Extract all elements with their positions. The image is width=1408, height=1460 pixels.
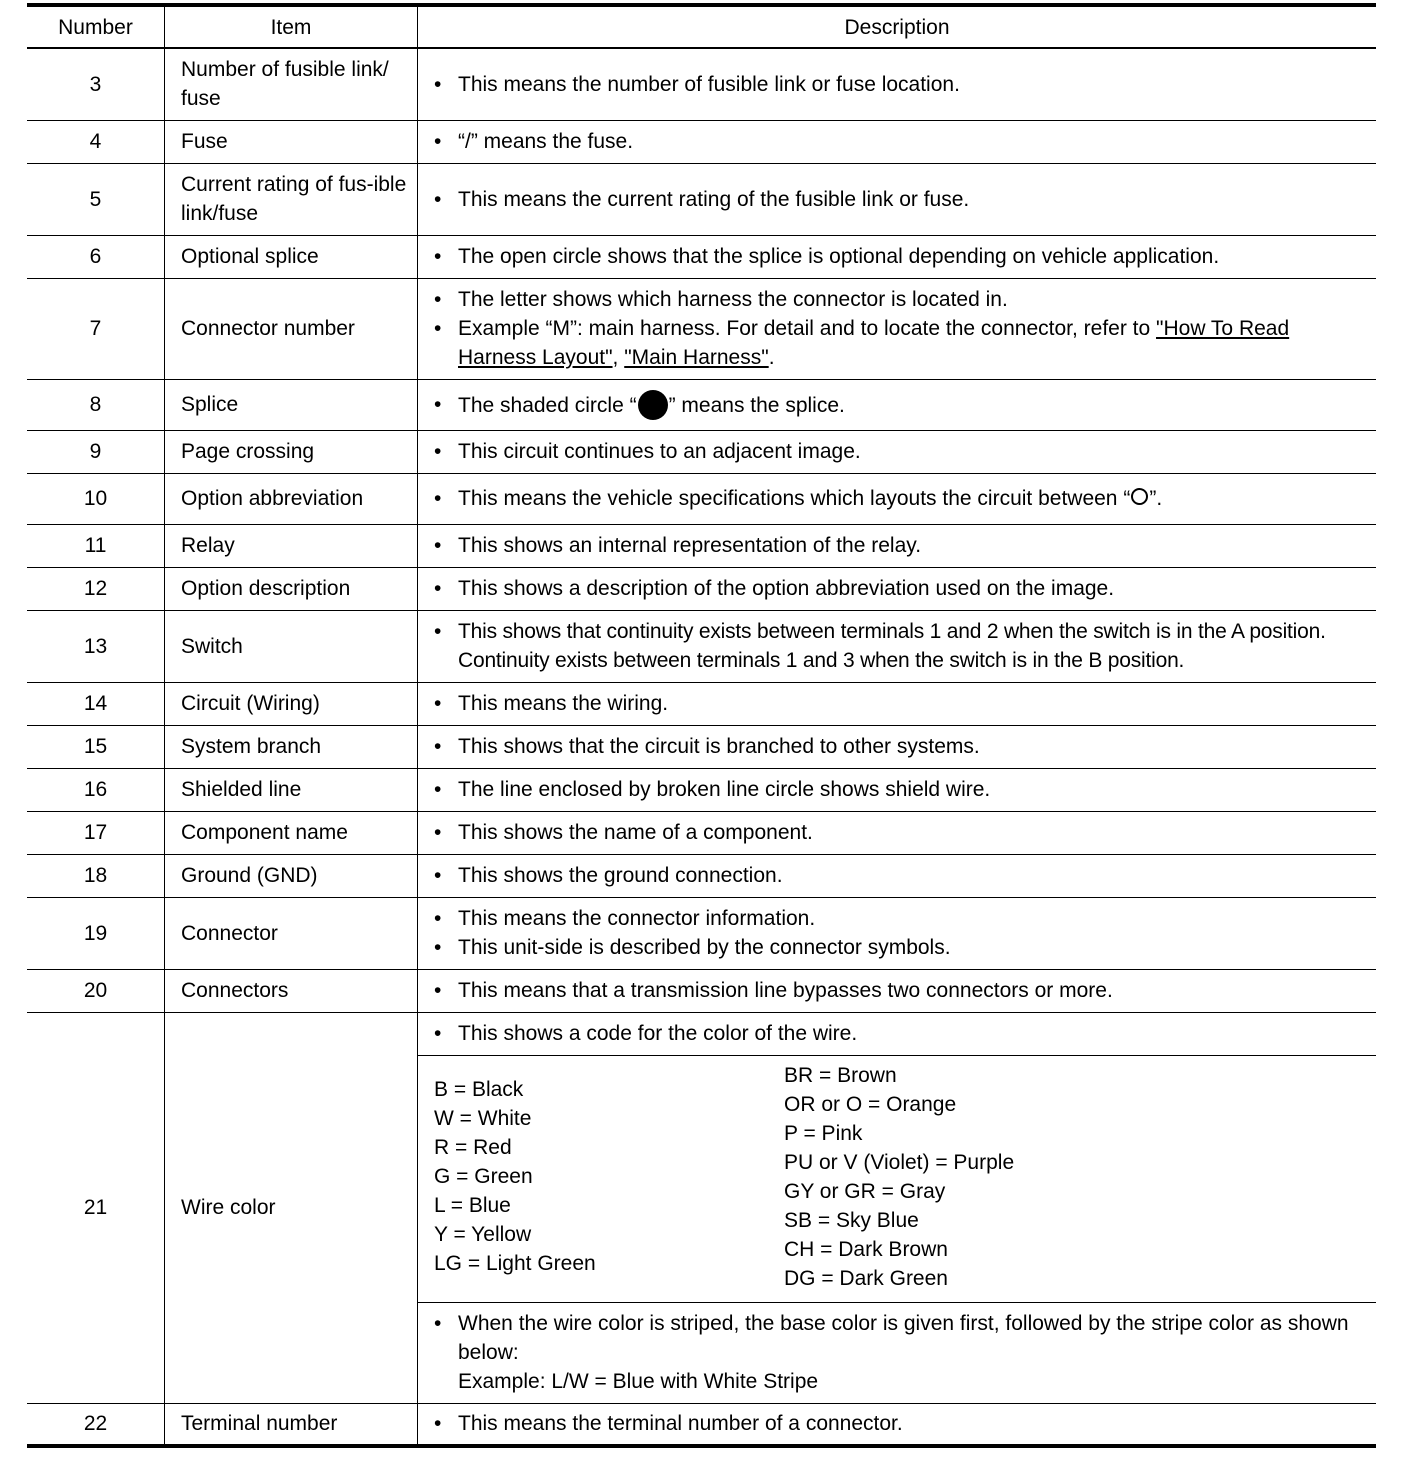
row-number: 12 bbox=[27, 567, 165, 610]
table-row bbox=[27, 430, 1376, 473]
row-description bbox=[418, 524, 1377, 567]
bullet-text: • The letter shows which harness the connector is located in. bbox=[434, 285, 1368, 314]
row-description bbox=[418, 163, 1377, 235]
row-item: Relay bbox=[165, 524, 418, 567]
row-number: 13 bbox=[27, 610, 165, 682]
row-description bbox=[418, 235, 1377, 278]
row-item: Optional splice bbox=[165, 235, 418, 278]
color-code: CH = Dark Brown bbox=[784, 1237, 948, 1261]
row-number: 20 bbox=[27, 969, 165, 1012]
row-number: 16 bbox=[27, 768, 165, 811]
row-description bbox=[418, 682, 1377, 725]
table-row bbox=[27, 725, 1376, 768]
text-post: ”. bbox=[1149, 487, 1163, 510]
row-number: 22 bbox=[27, 1403, 165, 1446]
row-number: 11 bbox=[27, 524, 165, 567]
color-code: P = Pink bbox=[784, 1121, 863, 1145]
table-row bbox=[27, 379, 1376, 430]
row-number: 17 bbox=[27, 811, 165, 854]
row-number: 4 bbox=[27, 120, 165, 163]
table-row bbox=[27, 473, 1376, 524]
text-pre: This means the vehicle specifications which layouts the circuit between “ bbox=[458, 487, 1131, 510]
link-main-harness[interactable]: "Main Harness" bbox=[624, 346, 769, 369]
color-code: DG = Dark Green bbox=[784, 1266, 948, 1290]
bullet-text: • This shows the ground connection. bbox=[434, 861, 1368, 890]
text-post: ” means the splice. bbox=[668, 393, 845, 417]
bullet-text: • This means the terminal number of a connector. bbox=[434, 1409, 1368, 1438]
legend-table bbox=[27, 3, 1376, 1448]
table-row bbox=[27, 524, 1376, 567]
row-description bbox=[418, 1403, 1377, 1446]
link-how-to-read-harness-layout[interactable]: "How To Read Harness Layout" bbox=[458, 317, 1290, 369]
row-description bbox=[418, 278, 1377, 379]
row-number: 8 bbox=[27, 379, 165, 430]
table-row bbox=[27, 235, 1376, 278]
row-item: Switch bbox=[165, 610, 418, 682]
bullet-text: • This shows that continuity exists between terminals 1 and 2 when the switch is in the A position. Continuity exists between terminals 1 and 3 when the switch is in the B position. bbox=[434, 617, 1368, 675]
color-code: Y = Yellow bbox=[434, 1222, 532, 1246]
color-list-right bbox=[784, 1061, 1368, 1293]
table-row bbox=[27, 610, 1376, 682]
bullet-text: • This means the wiring. bbox=[434, 689, 1368, 718]
color-code: PU or V (Violet) = Purple bbox=[784, 1150, 1015, 1174]
open-circle-icon bbox=[1131, 488, 1148, 505]
table-row bbox=[27, 120, 1376, 163]
row-number: 5 bbox=[27, 163, 165, 235]
bullet-text: • This shows the name of a component. bbox=[434, 818, 1368, 847]
bullet-text: • This shows that the circuit is branched to other systems. bbox=[434, 732, 1368, 761]
row-number: 18 bbox=[27, 854, 165, 897]
row-number: 15 bbox=[27, 725, 165, 768]
bullet-text: • This unit-side is described by the connector symbols. bbox=[434, 933, 1368, 962]
row-number: 21 bbox=[27, 1012, 165, 1403]
row-item: System branch bbox=[165, 725, 418, 768]
row-item: Circuit (Wiring) bbox=[165, 682, 418, 725]
color-code: L = Blue bbox=[434, 1193, 511, 1217]
wire-color-codes bbox=[418, 1055, 1377, 1302]
color-code: LG = Light Green bbox=[434, 1251, 596, 1275]
row-item: Wire color bbox=[165, 1012, 418, 1403]
color-code: BR = Brown bbox=[784, 1063, 897, 1087]
row-item: Current rating of fus-ible link/fuse bbox=[165, 163, 418, 235]
row-number: 10 bbox=[27, 473, 165, 524]
row-item: Ground (GND) bbox=[165, 854, 418, 897]
bullet-text: • This shows a code for the color of the wire. bbox=[434, 1019, 1368, 1048]
row-description bbox=[418, 725, 1377, 768]
table-row bbox=[27, 897, 1376, 969]
bullet-text: • “/” means the fuse. bbox=[434, 127, 1368, 156]
row-number: 14 bbox=[27, 682, 165, 725]
header-description: Description bbox=[418, 5, 1377, 48]
color-code: G = Green bbox=[434, 1164, 533, 1188]
row-description bbox=[418, 379, 1377, 430]
bullet-text: • The open circle shows that the splice is optional depending on vehicle application. bbox=[434, 242, 1368, 271]
row-item: Terminal number bbox=[165, 1403, 418, 1446]
table-row bbox=[27, 163, 1376, 235]
header-item: Item bbox=[165, 5, 418, 48]
color-code: B = Black bbox=[434, 1077, 524, 1101]
row-description bbox=[418, 811, 1377, 854]
table-row bbox=[27, 682, 1376, 725]
bullet-text: • This means that a transmission line bypasses two connectors or more. bbox=[434, 976, 1368, 1005]
row-item: Connectors bbox=[165, 969, 418, 1012]
table-row bbox=[27, 1403, 1376, 1446]
row-description bbox=[418, 473, 1377, 524]
table-header-row bbox=[27, 5, 1376, 48]
row-description bbox=[418, 969, 1377, 1012]
table-row bbox=[27, 854, 1376, 897]
row-description bbox=[418, 768, 1377, 811]
color-code: W = White bbox=[434, 1106, 532, 1130]
table-row bbox=[27, 278, 1376, 379]
color-code: OR or O = Orange bbox=[784, 1092, 957, 1116]
row-description bbox=[418, 567, 1377, 610]
row-description bbox=[418, 610, 1377, 682]
table-row bbox=[27, 567, 1376, 610]
row-description bbox=[418, 1302, 1377, 1403]
row-description bbox=[418, 854, 1377, 897]
stripe-example: Example: L/W = Blue with White Stripe bbox=[458, 1370, 819, 1393]
table-row bbox=[27, 768, 1376, 811]
color-code: R = Red bbox=[434, 1135, 512, 1159]
row-description bbox=[418, 897, 1377, 969]
row-number: 9 bbox=[27, 430, 165, 473]
color-code: GY or GR = Gray bbox=[784, 1179, 946, 1203]
row-item: Connector number bbox=[165, 278, 418, 379]
row-item: Fuse bbox=[165, 120, 418, 163]
row-item: Option abbreviation bbox=[165, 473, 418, 524]
row-item: Splice bbox=[165, 379, 418, 430]
row-description bbox=[418, 120, 1377, 163]
row-item: Number of fusible link/ fuse bbox=[165, 48, 418, 120]
row-item: Connector bbox=[165, 897, 418, 969]
row-description bbox=[418, 1012, 1377, 1055]
bullet-text: • This shows an internal representation of the relay. bbox=[434, 531, 1368, 560]
table-row bbox=[27, 811, 1376, 854]
bullet-text: • This circuit continues to an adjacent image. bbox=[434, 437, 1368, 466]
row-item: Component name bbox=[165, 811, 418, 854]
bullet-text bbox=[434, 484, 1368, 513]
row-description bbox=[418, 48, 1377, 120]
row-number: 19 bbox=[27, 897, 165, 969]
color-code: SB = Sky Blue bbox=[784, 1208, 919, 1232]
color-code-columns bbox=[434, 1059, 1368, 1299]
separator-text: , bbox=[612, 346, 625, 369]
text-pre: The shaded circle “ bbox=[458, 393, 637, 417]
bullet-text: • This means the current rating of the fusible link or fuse. bbox=[434, 185, 1368, 214]
bullet-text bbox=[434, 390, 1368, 420]
table-row bbox=[27, 48, 1376, 120]
bullet-text bbox=[434, 1309, 1368, 1396]
bullet-text bbox=[434, 314, 1368, 372]
row-description bbox=[418, 430, 1377, 473]
bullet-text: • The line enclosed by broken line circle shows shield wire. bbox=[434, 775, 1368, 804]
bullet-text: • This means the connector information. bbox=[434, 904, 1368, 933]
header-number: Number bbox=[27, 5, 165, 48]
example-text: Example “M”: main harness. For detail and to locate the connector, refer to bbox=[458, 317, 1157, 340]
bullet-text: • This shows a description of the option abbreviation used on the image. bbox=[434, 574, 1368, 603]
period-text: . bbox=[768, 346, 775, 369]
row-number: 3 bbox=[27, 48, 165, 120]
row-number: 7 bbox=[27, 278, 165, 379]
row-item: Shielded line bbox=[165, 768, 418, 811]
row-item: Option description bbox=[165, 567, 418, 610]
stripe-description: • When the wire color is striped, the base color is given first, followed by the stripe color as shown below: bbox=[458, 1312, 1349, 1364]
table-row bbox=[27, 1012, 1376, 1055]
shaded-circle-icon bbox=[638, 390, 668, 420]
bullet-text: • This means the number of fusible link or fuse location. bbox=[434, 70, 1368, 99]
row-number: 6 bbox=[27, 235, 165, 278]
row-item: Page crossing bbox=[165, 430, 418, 473]
color-list-left bbox=[434, 1061, 784, 1293]
table-row bbox=[27, 969, 1376, 1012]
